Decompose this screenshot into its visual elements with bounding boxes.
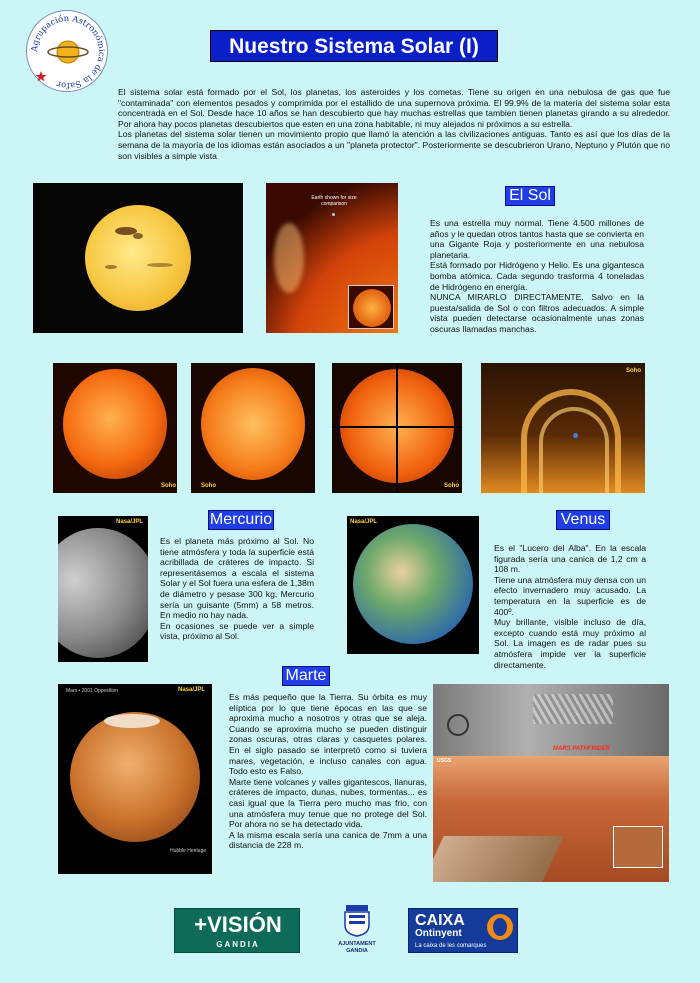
sun-eit-quad-image bbox=[332, 363, 462, 493]
caixa-tagline: La caixa de les comarques bbox=[415, 943, 487, 949]
earth-dot-icon bbox=[332, 213, 335, 216]
soho-label: Soho bbox=[161, 483, 176, 489]
nasa-jpl-label: Nasa/JPL bbox=[178, 687, 206, 693]
venus-heading: Venus bbox=[556, 510, 610, 530]
logo-emblem bbox=[27, 11, 109, 93]
sol-heading: El Sol bbox=[505, 186, 555, 206]
venus-radar-image bbox=[347, 516, 479, 654]
marte-paragraph-1: Es más pequeño que la Tierra. Su órbita es muy elíptica por lo que tiene épocas en las que se aproxima mucho a nosotros y otras que se aleja. Cuando se aproxima mucho se pueden distinguir zonas oscuras, otras claras y casquetes polares. En el siglo pasado se interpretó como si tuviera mares, vegetación, e incluso canales con agua. Todo esto es Falso. bbox=[229, 692, 427, 777]
mercury-image bbox=[58, 516, 148, 662]
caixa-emblem-icon bbox=[487, 914, 513, 940]
earth-comparison-caption: Earth shown for size comparison bbox=[311, 195, 357, 207]
ontinyent-text: Ontinyent bbox=[415, 928, 462, 939]
intro-paragraph-2: Los planetas del sistema solar tienen un movimiento propio que llamó la atención a las civilizaciones antiguas. Tanto es así que los días de la semana de la mayoría de los idiomas están asociados a un "planeta protector". Posteriormente se descubrieron Urano, Neptuno y Plutón que no son visibles a simple vista bbox=[118, 129, 670, 161]
marte-paragraph-2: Marte tiene volcanes y valles gigantescos, llanuras, cráteres de impacto, dunas, nubes, tormentas... es casi igual que la Tierra pero mucho mas frio, con una atmósfera muy tenue que no protege del Sol. Por ahora no se ha detectado vida. bbox=[229, 776, 427, 830]
mars-opposition-caption: Mars • 2001 Opposition bbox=[66, 688, 119, 694]
marte-text bbox=[229, 692, 427, 851]
soho-label: Soho bbox=[201, 483, 216, 489]
sol-text bbox=[430, 218, 644, 335]
venus-paragraph-3: Muy brillante, visible incluso de día, excepto cuando está muy próximo al Sol. La imagen es de radar pues su atmósfera impide ver la superficie directamente. bbox=[494, 617, 646, 670]
venus-paragraph-2: Tiene una atmósfera muy densa con un efecto invernadero muy acusado. La temperatura en la superficie es de 400º. bbox=[494, 574, 646, 617]
hubble-heritage-credit: Hubble Heritage bbox=[170, 848, 207, 854]
mercurio-text bbox=[160, 536, 314, 642]
intro-text bbox=[118, 87, 670, 161]
venus-paragraph-1: Es el "Lucero del Alba". En la escala figurada sería una canica de 1,2 cm a 108 m. bbox=[494, 543, 646, 575]
mars-hubble-image bbox=[58, 684, 212, 874]
nasa-jpl-label: Nasa/JPL bbox=[350, 519, 378, 525]
marte-heading: Marte bbox=[282, 666, 330, 686]
caixa-text: CAIXA bbox=[415, 912, 465, 929]
mercurio-paragraph-2: En ocasiones se puede ver a simple vista, próximo al Sol. bbox=[160, 620, 314, 642]
sun-prominence-image bbox=[266, 183, 398, 333]
mars-rover-landscape-image bbox=[433, 756, 669, 882]
caixa-ontinyent-logo bbox=[408, 908, 518, 953]
ajuntament-gandia-logo bbox=[333, 903, 381, 961]
sol-paragraph-3: NUNCA MIRARLO DIRECTAMENTE. Salvo en la puesta/salida de Sol o con filtros adecuados. A simple vista pueden detectarse ocasionalmente unas zonas oscuras llamadas manchas. bbox=[430, 292, 644, 334]
mercurio-paragraph-1: Es el planeta más próximo al Sol. No tiene atmósfera y toda la superficie está acribillada de cráteres de impacto. Si representásemos a escala el sistema Solar y el Sol fuera una esfera de 1,38m de diámetro y pesase 300 kg, Mercurio sería un guisante (5mm) a 58 metros. En medio no hay nada. bbox=[160, 536, 314, 621]
venus-text bbox=[494, 543, 646, 670]
mars-surface-collage bbox=[433, 684, 669, 882]
nasa-jpl-label: Nasa/JPL bbox=[116, 519, 144, 525]
sol-paragraph-1: Es una estrella muy normal. Tiene 4.500 millones de años y le quedan otros tantos hasta que se convierta en una Gigante Roja y posteriormente en una nebulosa planetaria. bbox=[430, 218, 644, 260]
sun-eit-image-1 bbox=[53, 363, 177, 493]
sun-eit-image-2 bbox=[191, 363, 315, 493]
sun-coronal-loops-image bbox=[481, 363, 645, 493]
mas-vision-logo bbox=[174, 908, 300, 953]
mars-pathfinder-label: MARS PATHFINDER bbox=[553, 746, 611, 752]
mas-vision-text: +VISIÓN bbox=[194, 912, 282, 937]
soho-label: Soho bbox=[626, 368, 641, 374]
coat-of-arms-icon bbox=[342, 903, 372, 937]
mas-vision-subtext: GANDIA bbox=[216, 940, 260, 949]
usgs-label: USGS bbox=[437, 758, 452, 764]
ajuntament-text: AJUNTAMENT bbox=[338, 941, 376, 947]
earth-dot-icon bbox=[573, 433, 578, 438]
association-logo bbox=[26, 10, 108, 92]
intro-paragraph-1: El sistema solar está formado por el Sol, los planetas, los asteroides y los cometas. Tiene su origen en una nebulosa de gas que fue "contaminada" con elementos pesados y comprimida por el estallido de una supernova próxima. El 99.9% de la materia del sistema solar esta concentrada en el Sol. Desde hace 10 años se han descubierto que hay muchas estrellas que tambien tienen planetas girando a su alrededor. Por ahora hay pocos planetas descubiertos que esten en una zona habitable, ni muy alejados ni próximos a su estrella. bbox=[118, 87, 670, 129]
logo-text: Agrupación Astronómica de la Safor bbox=[29, 13, 107, 91]
soho-label: Soho bbox=[444, 483, 459, 489]
page-title: Nuestro Sistema Solar (I) bbox=[210, 30, 498, 62]
sol-paragraph-2: Está formado por Hidrógeno y Helio. Es una gigantesca bomba atómica. Cada segundo trasforma 4 toneladas de Hidrógeno en energía. bbox=[430, 260, 644, 292]
sun-sunspots-image bbox=[33, 183, 243, 333]
mercurio-heading: Mercurio bbox=[209, 511, 273, 528]
mars-pathfinder-surface-image bbox=[433, 684, 669, 756]
star-icon bbox=[36, 71, 47, 82]
gandia-text: GANDIA bbox=[346, 948, 368, 954]
marte-paragraph-3: A la misma escala sería una canica de 7mm a una distancia de 228 m. bbox=[229, 829, 427, 851]
